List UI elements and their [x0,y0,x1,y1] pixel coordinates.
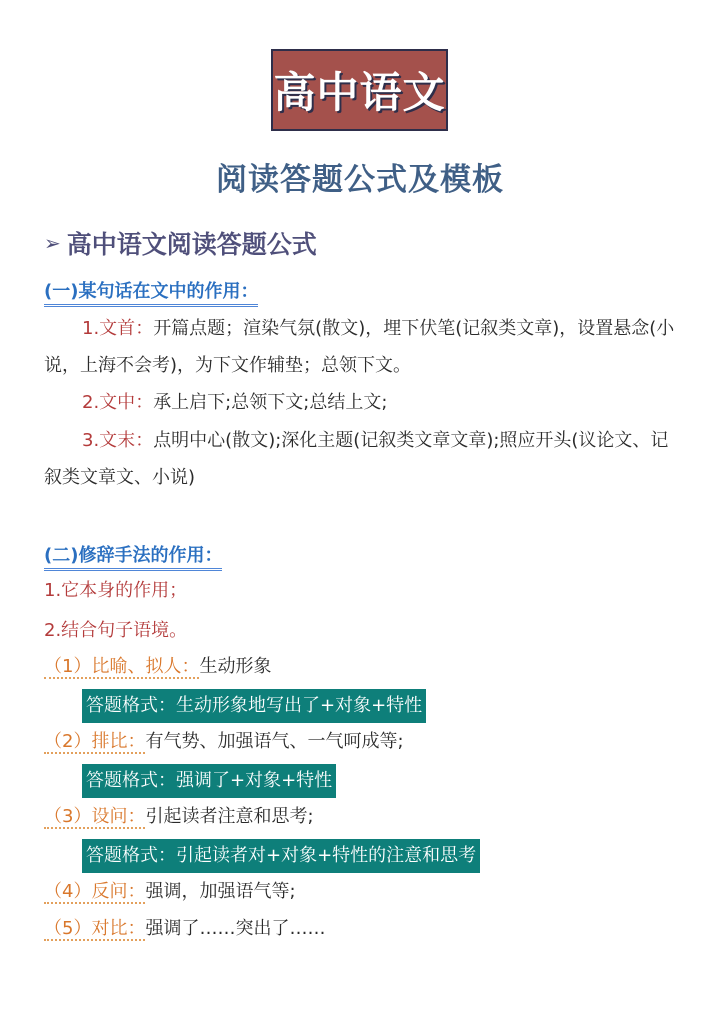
rhetoric-text: 引起读者注意和思考; [145,806,314,827]
rhetoric-text: 强调了……突出了…… [145,918,326,939]
rhetoric-text: 强调，加强语气等; [145,881,296,902]
rhetoric-label: （2）排比： [44,731,146,752]
section-heading [44,225,317,261]
section1-title: (一)某句话在文中的作用： [44,277,258,307]
item-text: 点明中心(散文);深化主题(记叙类文章文章);照应开头(议论文、记叙类文章文、小说) [44,430,669,488]
answer-format-3: 答题格式：引起读者对+对象+特性的注意和思考 [82,839,480,873]
rhetoric-label: （5）对比： [44,918,146,939]
rhetoric-item-5 [44,914,325,944]
answer-format-2: 答题格式：强调了+对象+特性 [82,764,336,798]
arrow-icon: ➢ [44,231,61,255]
item-key: 1.文首 [82,318,136,339]
section1-item-1 [44,310,684,384]
section2-title: (二)修辞手法的作用： [44,541,222,571]
answer-format-1: 答题格式：生动形象地写出了+对象+特性 [82,689,426,723]
item-key: 3.文末 [82,430,136,451]
rhetoric-label: （4）反问： [44,881,146,902]
rhetoric-item-3 [44,802,314,832]
rhetoric-label: （3）设问： [44,806,146,827]
subtitle: 阅读答题公式及模板 [216,162,504,198]
item-sep: ： [135,430,154,451]
item-key: 2.文中 [82,392,136,413]
rhetoric-item-2 [44,727,404,757]
title-banner [271,49,448,131]
section2-line-2: 2.结合句子语境。 [44,620,188,641]
section2-line-1: 1.它本身的作用； [44,580,188,601]
section1-item-3 [44,422,684,496]
page-title: 高中语文 [273,68,446,117]
item-text: 承上启下;总领下文;总结上文; [153,392,388,413]
section-heading-text: 高中语文阅读答题公式 [66,230,317,259]
item-text: 开篇点题；渲染气氛(散文)，埋下伏笔(记叙类文章)，设置悬念(小说，上海不会考)，为下文作辅垫；总领下文。 [44,318,675,376]
rhetoric-text: 生动形象 [199,656,272,677]
section1-item-2 [44,384,684,421]
item-sep: ： [135,318,154,339]
rhetoric-text: 有气势、加强语气、一气呵成等; [145,731,404,752]
rhetoric-item-4 [44,877,296,907]
rhetoric-label: （1）比喻、拟人： [44,656,200,677]
item-sep: ： [135,392,154,413]
rhetoric-item-1 [44,652,271,682]
